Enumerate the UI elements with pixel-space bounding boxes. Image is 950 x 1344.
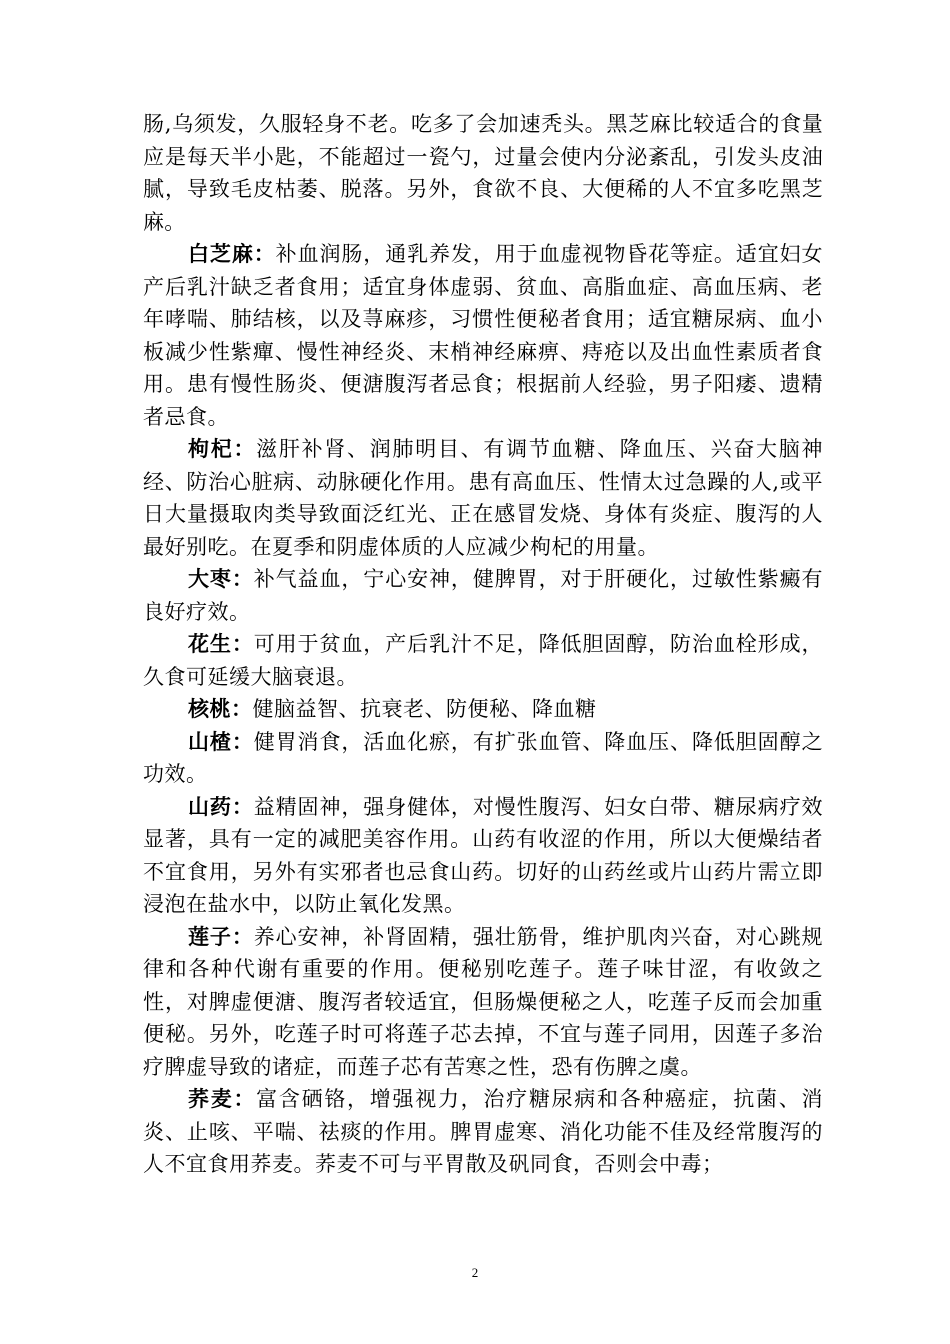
entry-buckwheat — [143, 1083, 823, 1181]
entry-text: 滋肝补肾、润肺明目、有调节血糖、降血压、兴奋大脑神经、防治心脏病、动脉硬化作用。患有高血压、性情太过急躁的人,或平日大量摄取肉类导致面泛红光、正在感冒发烧、身体有炎症、腹泻的人最好别吃。在夏季和阴虚体质的人应减少枸杞的用量。 — [143, 437, 824, 559]
entry-text: 健脑益智、抗衰老、防便秘、降血糖 — [252, 697, 597, 721]
entry-text: 补血润肠，通乳养发，用于血虚视物昏花等症。适宜妇女产后乳汁缺乏者食用；适宜身体虚弱、贫血、高脂血症、高血压病、老年哮喘、肺结核，以及荨麻疹，习惯性便秘者食用；适宜糖尿病、血小板减少性紫癉、慢性神经炎、末梢神经麻痹、痔疮以及出血性素质者食用。患有慢性肠炎、便溏腹泻者忌食；根据前人经验，男子阳痿、遗精者忌食。 — [143, 242, 824, 429]
entry-hawthorn — [143, 726, 823, 791]
entry-jujube — [143, 563, 823, 628]
entry-yam — [143, 791, 823, 921]
entry-term: 山药： — [188, 793, 254, 819]
entry-text: 健胃消食，活血化瘀，有扩张血管、降血压、降低胆固醇之功效。 — [143, 729, 823, 786]
entry-term: 枸杞： — [188, 436, 257, 461]
entry-goji — [143, 433, 823, 563]
intro-paragraph: 肠,乌须发，久服轻身不老。吃多了会加速秃头。黑芝麻比较适合的食量应是每天半小匙，不能超过一瓷勺，过量会使内分泌紊乱，引发头皮油腻，导致毛皮枯萎、脱落。另外，食欲不良、大便稀的人不宜多吃黑芝麻。 — [143, 112, 823, 234]
entry-term: 白芝麻： — [188, 241, 276, 266]
entry-term: 核桃： — [188, 696, 253, 721]
entry-text: 富含硒铬，增强视力，治疗糖尿病和各种癌症，抗菌、消炎、止咳、平喘、祛痰的作用。脾胃虚寒、消化功能不佳及经常腹泻的人不宜食用荞麦。荞麦不可与平胃散及矾同食，否则会中毒； — [143, 1087, 824, 1176]
entry-lotus-seed — [143, 921, 823, 1084]
entry-term: 莲子： — [188, 923, 254, 949]
entry-text: 可用于贫血，产后乳汁不足，降低胆固醇，防治血栓形成，久食可延缓大脑衰退。 — [143, 632, 823, 689]
entry-term: 大枣： — [188, 566, 254, 591]
entry-term: 荞麦： — [188, 1086, 257, 1111]
entry-text: 益精固神，强身健体，对慢性腹泻、妇女白带、糖尿病疗效显著，具有一定的减肥美容作用。山药有收涩的作用，所以大便燥结者不宜食用，另外有实邪者也忌食山药。切好的山药丝或片山药片需立即浸泡在盐水中，以防止氧化发黑。 — [143, 794, 823, 916]
document-body — [143, 108, 823, 1181]
entry-walnut — [143, 693, 823, 726]
page-number: 2 — [471, 1265, 479, 1280]
entry-term: 花生： — [188, 631, 254, 656]
entry-peanut — [143, 628, 823, 693]
entry-text: 补气益血，宁心安神，健脾胃，对于肝硬化，过敏性紫癜有良好疗效。 — [143, 567, 823, 624]
entry-text: 养心安神，补肾固精，强壮筋骨，维护肌肉兴奋，对心跳规律和各种代谢有重要的作用。便秘别吃莲子。莲子味甘涩，有收敛之性，对脾虚便溏、腹泻者较适宜，但肠燥便秘之人，吃莲子反而会加重便秘。另外，吃莲子时可将莲子芯去掉，不宜与莲子同用，因莲子多治疗脾虚导致的诸症，而莲子芯有苦寒之性，恐有伤脾之虞。 — [143, 924, 823, 1079]
entry-white-sesame — [143, 238, 823, 433]
entry-term: 山楂： — [188, 728, 254, 754]
